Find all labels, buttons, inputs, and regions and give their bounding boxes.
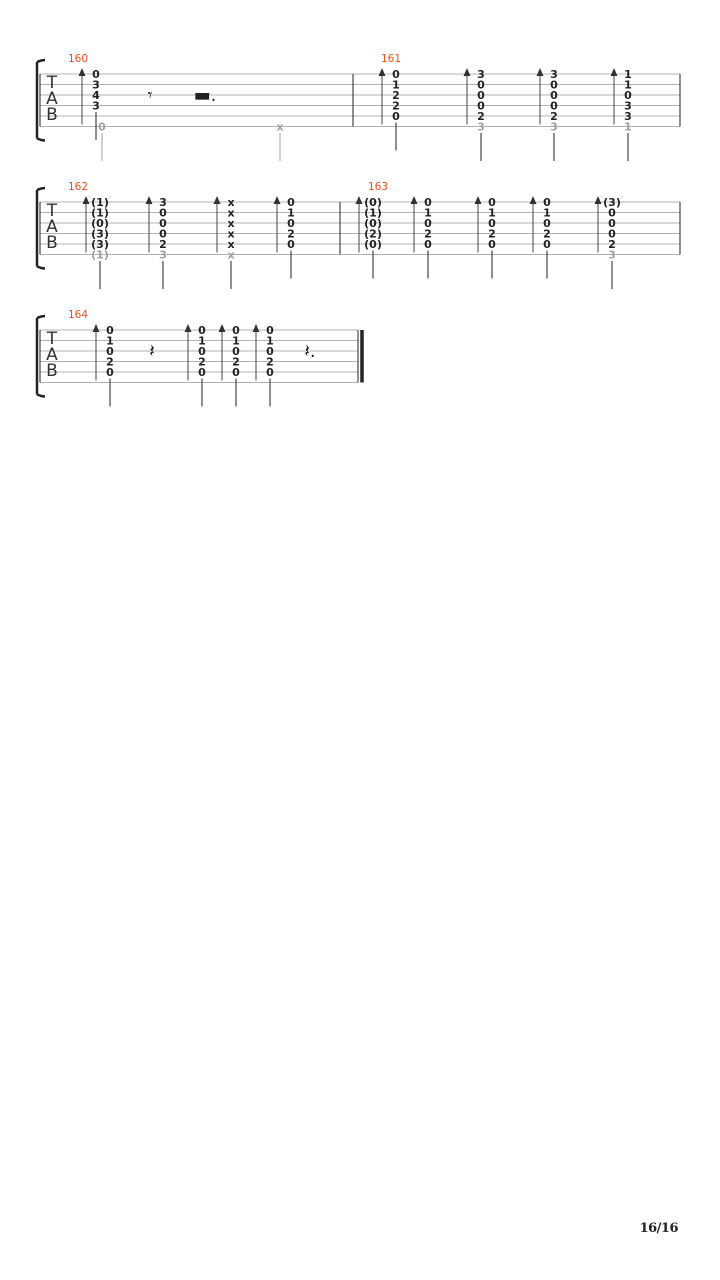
fret-number: 2 bbox=[198, 355, 206, 369]
fret-number: 0 bbox=[232, 344, 240, 358]
fret-number: x bbox=[227, 216, 235, 230]
fret-number: 0 bbox=[266, 344, 274, 358]
tab-system bbox=[37, 309, 362, 407]
fret-number: 0 bbox=[550, 99, 558, 113]
fret-number: 3 bbox=[159, 248, 167, 262]
fret-number: 3 bbox=[477, 120, 485, 134]
fret-number: 0 bbox=[98, 120, 106, 134]
fret-number: 0 bbox=[424, 195, 432, 209]
measure-number: 163 bbox=[368, 181, 389, 193]
fret-number: 3 bbox=[477, 67, 485, 81]
strum-arrow-icon bbox=[146, 196, 153, 204]
fret-number: 0 bbox=[608, 227, 616, 241]
fret-number: 0 bbox=[198, 323, 206, 337]
fret-number: 2 bbox=[159, 237, 167, 251]
fret-number: 0 bbox=[198, 344, 206, 358]
fret-number: 0 bbox=[488, 237, 496, 251]
fret-number: 0 bbox=[550, 88, 558, 102]
rest-symbol: ▬. bbox=[193, 85, 217, 106]
rest-symbol: 𝄾 bbox=[147, 85, 153, 106]
fret-number: 0 bbox=[550, 78, 558, 92]
fret-number: 0 bbox=[159, 206, 167, 220]
strum-arrow-icon bbox=[537, 68, 544, 76]
fret-number: 3 bbox=[624, 109, 632, 123]
fret-number: (0) bbox=[364, 216, 382, 230]
fret-number: x bbox=[227, 206, 235, 220]
fret-number: 1 bbox=[106, 334, 114, 348]
fret-number: 4 bbox=[92, 88, 100, 102]
tab-system bbox=[37, 53, 680, 161]
fret-number: 1 bbox=[392, 78, 400, 92]
strum-arrow-icon bbox=[185, 324, 192, 332]
fret-number: (2) bbox=[364, 227, 382, 241]
fret-number: 2 bbox=[424, 227, 432, 241]
page-number: 16/16 bbox=[639, 1221, 678, 1236]
fret-number: 1 bbox=[624, 120, 632, 134]
fret-number: 1 bbox=[198, 334, 206, 348]
strum-arrow-icon bbox=[219, 324, 226, 332]
fret-number: 2 bbox=[488, 227, 496, 241]
fret-number: 0 bbox=[477, 88, 485, 102]
strum-arrow-icon bbox=[379, 68, 386, 76]
fret-number: (3) bbox=[91, 237, 109, 251]
fret-number: 0 bbox=[424, 237, 432, 251]
fret-number: 0 bbox=[232, 365, 240, 379]
fret-number: (1) bbox=[364, 206, 382, 220]
fret-number: 0 bbox=[424, 216, 432, 230]
fret-number: 1 bbox=[287, 206, 295, 220]
fret-number: 2 bbox=[543, 227, 551, 241]
fret-number: 2 bbox=[392, 88, 400, 102]
tab-clef-letter: B bbox=[46, 233, 58, 253]
strum-arrow-icon bbox=[475, 196, 482, 204]
fret-number: x bbox=[227, 227, 235, 241]
tab-clef-letter: B bbox=[46, 361, 58, 381]
fret-number: 0 bbox=[392, 109, 400, 123]
strum-arrow-icon bbox=[356, 196, 363, 204]
fret-number: 3 bbox=[550, 67, 558, 81]
fret-number: 2 bbox=[287, 227, 295, 241]
strum-arrow-icon bbox=[611, 68, 618, 76]
fret-number: 2 bbox=[477, 109, 485, 123]
strum-arrow-icon bbox=[83, 196, 90, 204]
fret-number: 2 bbox=[550, 109, 558, 123]
fret-number: 0 bbox=[198, 365, 206, 379]
fret-number: 0 bbox=[287, 237, 295, 251]
fret-number: 0 bbox=[106, 344, 114, 358]
fret-number: (0) bbox=[91, 216, 109, 230]
strum-arrow-icon bbox=[253, 324, 260, 332]
strum-arrow-icon bbox=[411, 196, 418, 204]
fret-number: 0 bbox=[159, 227, 167, 241]
tab-clef-letter: T bbox=[46, 73, 58, 93]
fret-number: 1 bbox=[232, 334, 240, 348]
fret-number: 0 bbox=[232, 323, 240, 337]
system-bracket bbox=[37, 60, 45, 141]
fret-number: 0 bbox=[159, 216, 167, 230]
tab-clef-letter: B bbox=[46, 105, 58, 125]
fret-number: 0 bbox=[92, 67, 100, 81]
fret-number: (1) bbox=[91, 206, 109, 220]
fret-number: 0 bbox=[477, 99, 485, 113]
fret-number: 0 bbox=[543, 195, 551, 209]
fret-number: 1 bbox=[266, 334, 274, 348]
fret-number: (3) bbox=[91, 227, 109, 241]
fret-number: 0 bbox=[287, 216, 295, 230]
strum-arrow-icon bbox=[79, 68, 86, 76]
fret-number: 1 bbox=[624, 78, 632, 92]
system-bracket bbox=[37, 188, 45, 269]
strum-arrow-icon bbox=[595, 196, 602, 204]
fret-number: 0 bbox=[106, 365, 114, 379]
fret-number: 3 bbox=[608, 248, 616, 262]
fret-number: (1) bbox=[91, 248, 109, 262]
fret-number: 0 bbox=[608, 206, 616, 220]
fret-number: 3 bbox=[92, 99, 100, 113]
strum-arrow-icon bbox=[530, 196, 537, 204]
fret-number: 2 bbox=[392, 99, 400, 113]
fret-number: 1 bbox=[543, 206, 551, 220]
tab-clef-letter: T bbox=[46, 201, 58, 221]
fret-number: x bbox=[227, 195, 235, 209]
fret-number: 0 bbox=[266, 365, 274, 379]
fret-number: 0 bbox=[488, 195, 496, 209]
fret-number: 2 bbox=[232, 355, 240, 369]
system-bracket bbox=[37, 316, 45, 397]
strum-arrow-icon bbox=[274, 196, 281, 204]
fret-number: 0 bbox=[106, 323, 114, 337]
fret-number: 2 bbox=[608, 237, 616, 251]
tab-clef-letter: A bbox=[46, 89, 58, 109]
fret-number: 0 bbox=[287, 195, 295, 209]
fret-number: (0) bbox=[364, 237, 382, 251]
fret-number: 3 bbox=[550, 120, 558, 134]
measure-number: 164 bbox=[68, 309, 89, 321]
fret-number: 3 bbox=[624, 99, 632, 113]
fret-number: 0 bbox=[543, 237, 551, 251]
fret-number: 1 bbox=[624, 67, 632, 81]
fret-number: 0 bbox=[608, 216, 616, 230]
fret-number: 1 bbox=[488, 206, 496, 220]
tab-clef-letter: A bbox=[46, 345, 58, 365]
strum-arrow-icon bbox=[93, 324, 100, 332]
fret-number: (0) bbox=[364, 195, 382, 209]
fret-number: 0 bbox=[624, 88, 632, 102]
strum-arrow-icon bbox=[214, 196, 221, 204]
fret-number: 2 bbox=[266, 355, 274, 369]
tab-clef-letter: A bbox=[46, 217, 58, 237]
tab-clef-letter: T bbox=[46, 329, 58, 349]
fret-number: 0 bbox=[488, 216, 496, 230]
rest-symbol: 𝄽 bbox=[149, 341, 155, 362]
fret-number: (3) bbox=[603, 195, 621, 209]
fret-number: 0 bbox=[392, 67, 400, 81]
fret-number: 0 bbox=[477, 78, 485, 92]
fret-number: 2 bbox=[106, 355, 114, 369]
fret-number: 3 bbox=[92, 78, 100, 92]
tab-system bbox=[37, 181, 680, 289]
measure-number: 162 bbox=[68, 181, 89, 193]
strum-arrow-icon bbox=[464, 68, 471, 76]
fret-number: 0 bbox=[543, 216, 551, 230]
measure-number: 161 bbox=[381, 53, 402, 65]
fret-number: 3 bbox=[159, 195, 167, 209]
rest-symbol: 𝄽. bbox=[304, 341, 316, 362]
fret-number: 1 bbox=[424, 206, 432, 220]
fret-number: x bbox=[227, 237, 235, 251]
fret-number: 0 bbox=[266, 323, 274, 337]
fret-number: x bbox=[276, 120, 284, 134]
measure-number: 160 bbox=[68, 53, 89, 65]
fret-number: x bbox=[227, 248, 235, 262]
fret-number: (1) bbox=[91, 195, 109, 209]
